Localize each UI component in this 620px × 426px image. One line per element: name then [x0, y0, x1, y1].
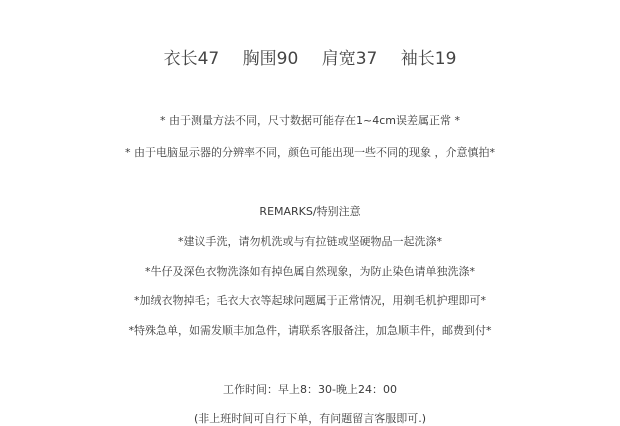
remark-express-orders: *特殊急单，如需发顺丰加急件，请联系客服备注，加急顺丰件，邮费到付*	[128, 324, 492, 337]
size-note-color-difference: * 由于电脑显示器的分辨率不同，颜色可能出现一些不同的现象 ，介意慎拍*	[125, 146, 495, 159]
measurement-chest: 胸围90	[242, 49, 299, 69]
working-hours: 工作时间：早上8：30-晚上24：00	[223, 383, 397, 396]
remark-hand-wash: *建议手洗，请勿机洗或与有拉链或坚硬物品一起洗涤*	[178, 235, 442, 248]
remarks-title: REMARKS/特别注意	[259, 205, 361, 218]
size-note-measure-error: * 由于测量方法不同，尺寸数据可能存在1~4cm误差属正常 *	[160, 114, 460, 127]
measurement-shoulder: 肩宽37	[321, 49, 378, 69]
measurement-row	[0, 44, 620, 69]
remark-dark-colors: *牛仔及深色衣物洗涤如有掉色属自然现象，为防止染色请单独洗涤*	[145, 265, 475, 278]
measurement-length: 衣长47	[163, 49, 220, 69]
off-hours-note: (非上班时间可自行下单，有问题留言客服即可.)	[193, 412, 427, 425]
remark-pilling: *加绒衣物掉毛；毛衣大衣等起球问题属于正常情况，用剃毛机护理即可*	[134, 294, 486, 307]
measurement-sleeve: 袖长19	[400, 49, 457, 69]
